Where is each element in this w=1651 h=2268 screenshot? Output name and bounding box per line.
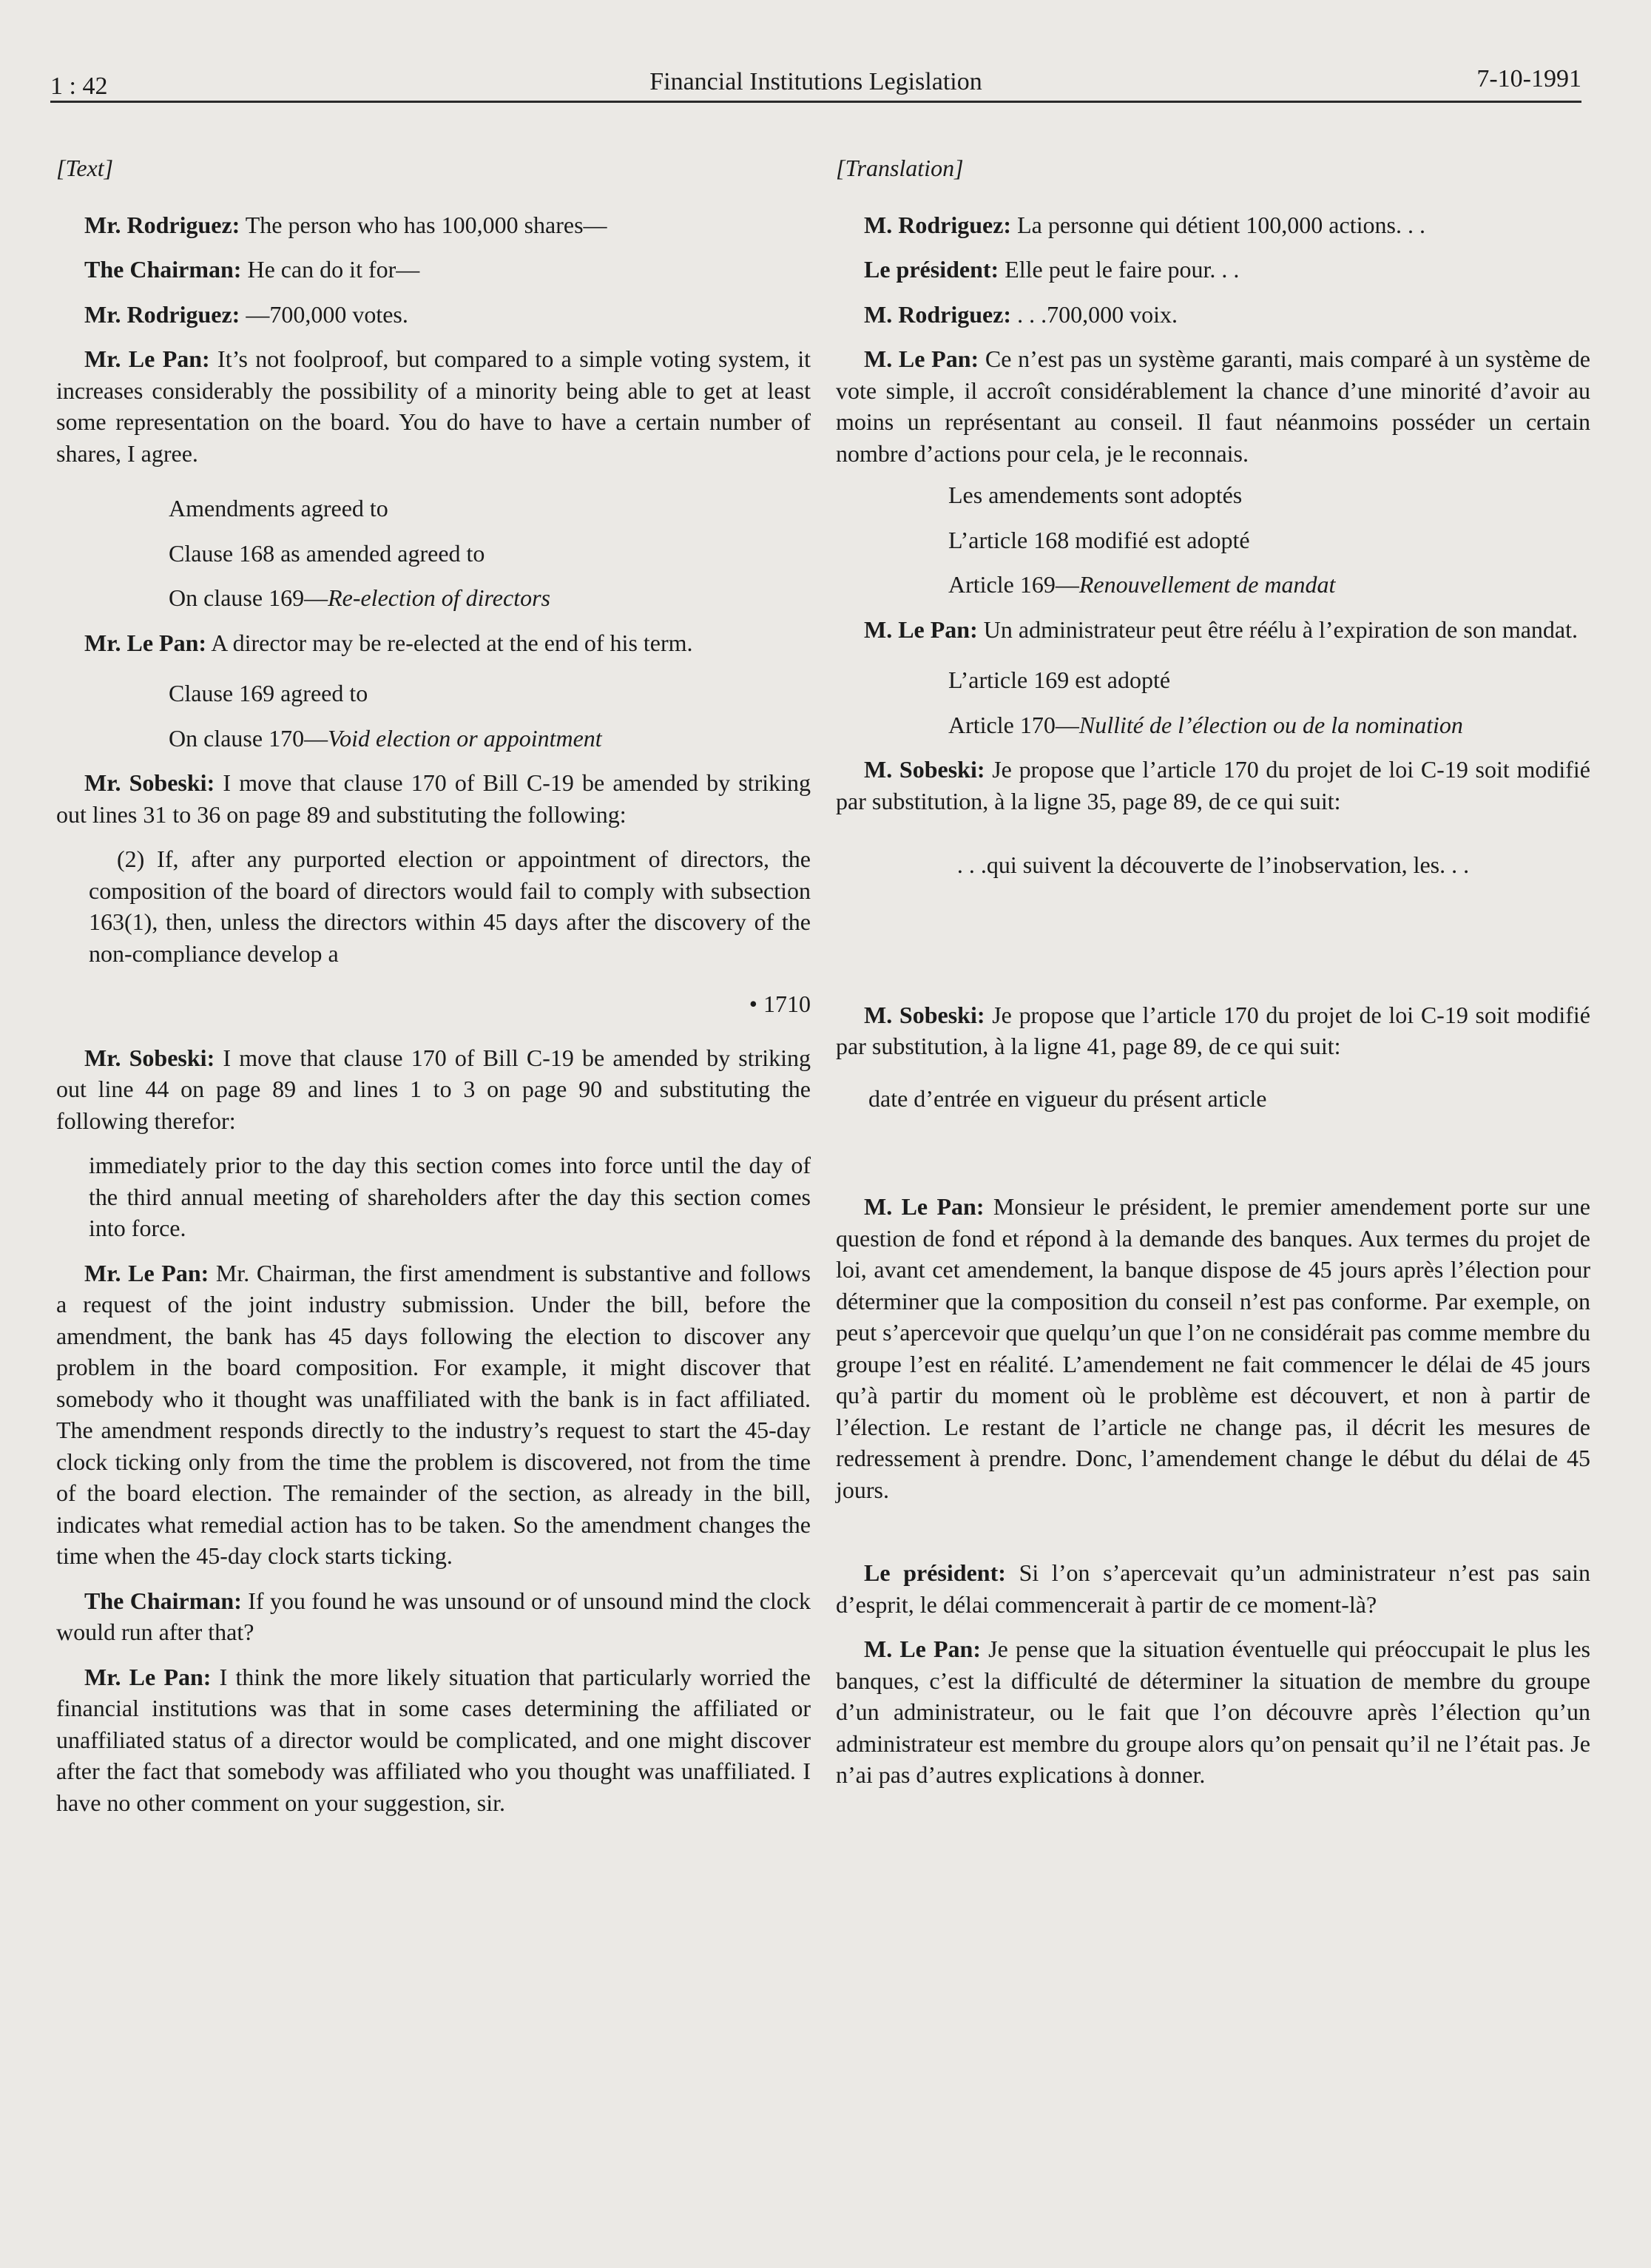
speech-paragraph (836, 614, 1590, 646)
speaker-name: Le président: (864, 1559, 1006, 1586)
procedural-note: Clause 169 agreed to (169, 680, 368, 706)
clause-heading (836, 709, 1590, 741)
procedural-note: L’article 169 est adopté (948, 666, 1171, 693)
speech-paragraph (836, 254, 1590, 286)
speaker-name: Mr. Sobeski: (84, 1044, 215, 1071)
speech-text: I move that clause 170 of Bill C-19 be amended by striking out line 44 on page 89 and lines 1 to 3 on page 90 and substituting the following therefor: (56, 1044, 811, 1134)
speech-text: Monsieur le président, le premier amendement porte sur une question de fond et répond à la demande des banques. Aux termes du projet de loi, avant cet amendement, la banque dispose de 45 jours après l’élection pour déterminer que la composition du conseil n’est pas conforme. Par exemple, on peut s’apercevoir que quelqu’un que l’on ne considérait pas comme membre du groupe l’est en réalité. L’amendement ne fait commencer le délai de 45 jours qu’à partir du moment où le problème est découvert, et non à partir de l’élection. Le restant de l’article ne change pas, il décrit les mesures de redressement à prendre. Donc, l’amendement change le début du délai de 45 jours. (836, 1193, 1591, 1503)
speaker-name: M. Sobeski: (864, 756, 985, 783)
clause-title: Void election or appointment (328, 724, 602, 752)
running-title: Financial Institutions Legislation (649, 68, 982, 95)
speech-paragraph (56, 343, 811, 469)
speaker-name: M. Rodriguez: (864, 300, 1012, 328)
amendment-text: immediately prior to the day this section comes into force until the day of the third annual meeting of shareholders after the day this section comes into force. (89, 1152, 811, 1241)
speech-text: Si l’on s’apercevait qu’un administrateur n’est pas sain d’esprit, le délai commencerait à partir de ce moment-là? (836, 1559, 1591, 1618)
speech-text: It’s not foolproof, but compared to a simple voting system, it increases considerably the possibility of a minority being able to get at least some representation on the board. You do have to have a certain number of shares, I agree. (56, 345, 811, 467)
speech-text: Je propose que l’article 170 du projet de loi C-19 soit modifié par substitution, à la ligne 41, page 89, de ce qui suit: (836, 1001, 1591, 1059)
speech-paragraph (836, 1633, 1590, 1791)
speech-text: Elle peut le faire pour. . . (999, 256, 1240, 283)
speech-paragraph (56, 1585, 811, 1648)
speaker-name: Mr. Rodriguez: (84, 300, 240, 328)
speaker-name: M. Le Pan: (864, 615, 978, 643)
speech-text: I move that clause 170 of Bill C-19 be amended by striking out lines 31 to 36 on page 89 and substituting the following: (56, 769, 811, 828)
speaker-name: M. Le Pan: (864, 345, 979, 372)
header-rule (50, 101, 1581, 103)
speaker-name: M. Le Pan: (864, 1193, 985, 1220)
time-stamp: • 1710 (749, 990, 811, 1017)
speaker-name: M. Sobeski: (864, 1001, 985, 1028)
speech-text: Je pense que la situation éventuelle qui préoccupait le plus les banques, c’est la difficulté de déterminer la situation de membre du groupe d’un administrateur, ou le fait que l’on découvre après l’élection qu’un administrateur est membre du groupe alors qu’on pensait qu’il ne l’était pas. Je n’ai pas d’autres explications à donner. (836, 1636, 1591, 1788)
speaker-name: Mr. Le Pan: (84, 345, 210, 372)
speech-paragraph (56, 767, 811, 830)
amendment-text: . . .qui suivent la découverte de l’inobservation, les. . . (956, 851, 1470, 878)
speech-text: I think the more likely situation that particularly worried the financial institutions was that in some cases determining the affiliated or unaffiliated status of a director would be complicated, and one might discover after the fact that somebody was affiliated who you thought was unaffiliated. I have no other comment on your suggestion, sir. (56, 1663, 811, 1816)
speech-paragraph (836, 999, 1590, 1062)
clause-heading (56, 582, 811, 614)
speech-text: Un administrateur peut être réélu à l’expiration de son mandat. (977, 615, 1579, 643)
speech-paragraph (836, 1191, 1590, 1505)
speech-paragraph (56, 209, 811, 241)
speech-paragraph (836, 299, 1590, 331)
speech-paragraph (836, 343, 1590, 469)
language-label: [Translation] (836, 155, 964, 181)
speech-text: If you found he was unsound or of unsound mind the clock would run after that? (56, 1587, 811, 1645)
clause-heading (56, 723, 811, 755)
speaker-name: Mr. Sobeski: (84, 769, 215, 796)
speaker-name: M. Rodriguez: (864, 211, 1012, 238)
clause-label: Article 169— (948, 571, 1079, 598)
speech-paragraph (56, 1042, 811, 1137)
speech-paragraph (56, 1258, 811, 1572)
amendment-text: date d’entrée en vigueur du présent article (868, 1084, 1267, 1112)
speech-text: Je propose que l’article 170 du projet de loi C-19 soit modifié par substitution, à la ligne 35, page 89, de ce qui suit: (836, 756, 1591, 814)
page-number: 1 : 42 (50, 72, 108, 100)
speaker-name: Mr. Le Pan: (84, 1663, 212, 1690)
clause-label: On clause 169— (169, 584, 328, 611)
speech-text: He can do it for— (241, 256, 420, 283)
speaker-name: The Chairman: (84, 1587, 242, 1614)
speech-text: Ce n’est pas un système garanti, mais comparé à un système de vote simple, il accroît considérablement la chance d’une minorité d’avoir au moins un représentant au conseil. Il faut néanmoins posséder un certain nombre d’actions pour cela, je le reconnais. (836, 345, 1591, 467)
french-column (836, 152, 1590, 1804)
speaker-name: The Chairman: (84, 256, 242, 283)
speech-paragraph (56, 254, 811, 286)
clause-label: Article 170— (948, 711, 1079, 738)
page-header (50, 64, 1581, 105)
procedural-note: Clause 168 as amended agreed to (169, 539, 485, 567)
speech-text: Mr. Chairman, the first amendment is substantive and follows a request of the joint industry submission. Under the bill, before the amendment, the bank has 45 days following the election to discover any problem in the board composition. For example, it might discover that somebody who it thought was unaffiliated with the bank is in fact affiliated. The amendment responds directly to the industry’s request to start the 45-day clock ticking only from the time the problem is discovered, not from the time of the board election. The remainder of the section, as already in the bill, indicates what remedial action has to be taken. So the amendment changes the time when the 45-day clock starts ticking. (56, 1259, 811, 1569)
speech-text: —700,000 votes. (240, 300, 408, 328)
speaker-name: Mr. Le Pan: (84, 1259, 209, 1286)
speech-paragraph (836, 1557, 1590, 1620)
clause-title: Renouvellement de mandat (1078, 571, 1336, 598)
clause-heading (836, 569, 1590, 601)
speaker-name: Mr. Le Pan: (84, 629, 207, 656)
clause-label: On clause 170— (169, 724, 328, 752)
amendment-text: (2) If, after any purported election or appointment of directors, the composition of the board of directors would fail to comply with subsection 163(1), then, unless the directors within 45 days after the discovery of the non-compliance develop a (89, 846, 811, 967)
speaker-name: M. Le Pan: (864, 1636, 981, 1662)
procedural-note: Les amendements sont adoptés (948, 482, 1243, 508)
speaker-name: Mr. Rodriguez: (84, 211, 240, 238)
procedural-note: Amendments agreed to (169, 495, 388, 522)
speech-paragraph (836, 209, 1590, 241)
speech-text: La personne qui détient 100,000 actions. . . (1011, 211, 1425, 238)
procedural-note: L’article 168 modifié est adopté (948, 526, 1250, 553)
speech-text: . . .700,000 voix. (1011, 300, 1178, 328)
english-column (56, 152, 811, 1832)
speech-paragraph (836, 754, 1590, 817)
speech-text: The person who has 100,000 shares— (240, 211, 607, 238)
speech-paragraph (56, 1661, 811, 1819)
speech-text: A director may be re-elected at the end of his term. (206, 629, 693, 656)
clause-title: Nullité de l’élection ou de la nomination (1078, 711, 1463, 738)
speaker-name: Le président: (864, 256, 999, 283)
clause-title: Re-election of directors (328, 584, 550, 611)
speech-paragraph (56, 627, 811, 659)
speech-paragraph (56, 299, 811, 331)
language-label: [Text] (56, 155, 114, 181)
page-date: 7-10-1991 (1476, 65, 1581, 92)
